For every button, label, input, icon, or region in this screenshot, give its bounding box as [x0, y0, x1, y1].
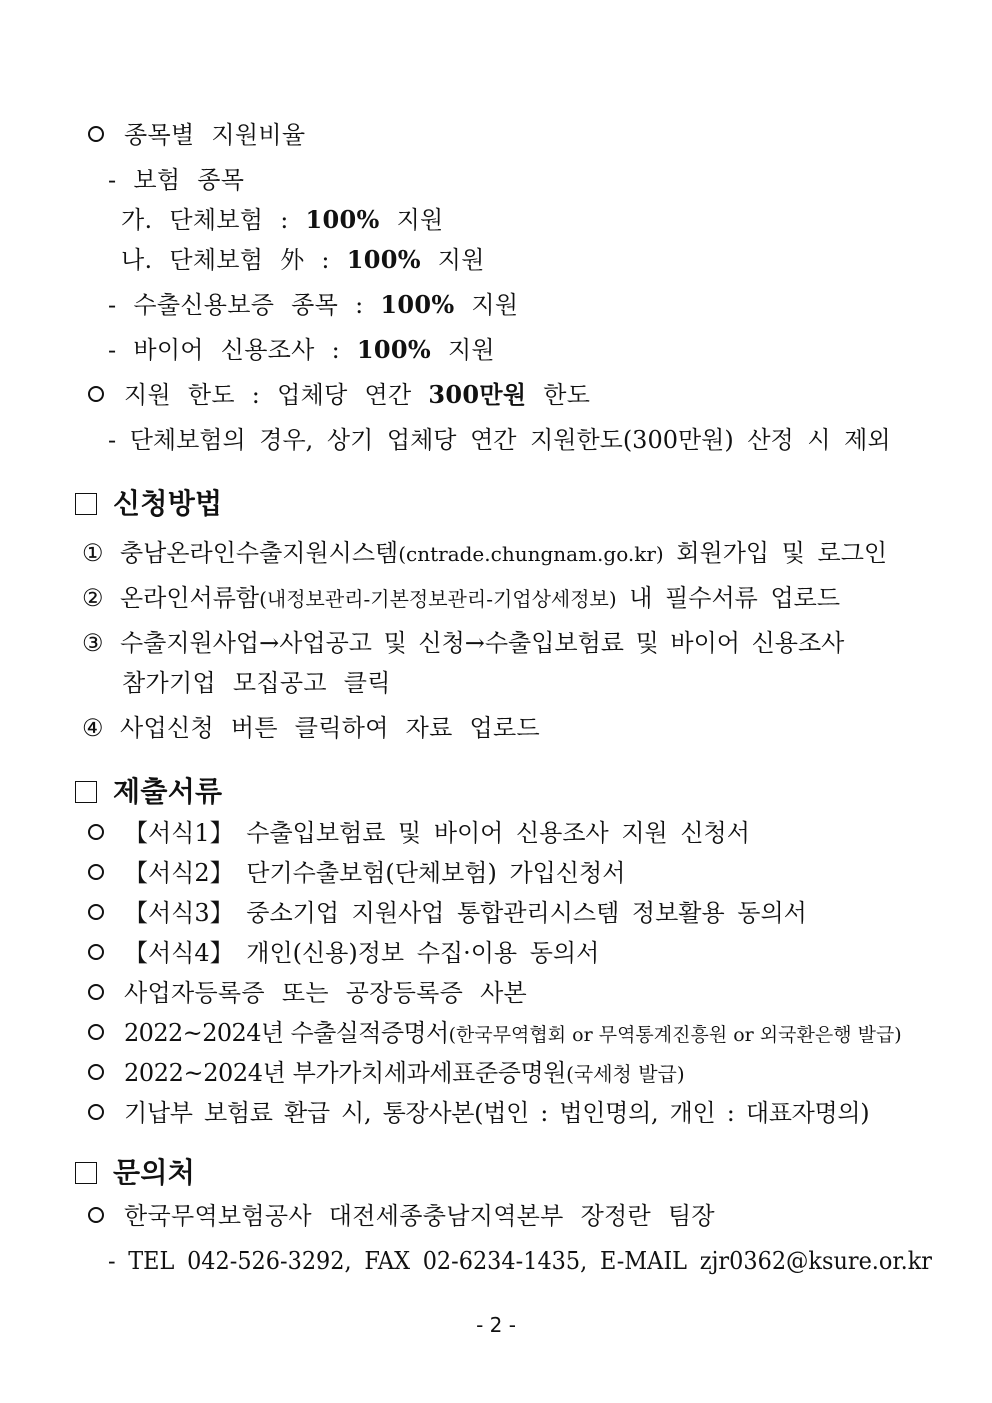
doc-item-3: 【서식3】 중소기업 지원사업 통합관리시스템 정보활용 동의서 — [88, 897, 807, 929]
doc-item-5: 사업자등록증 또는 공장등록증 사본 — [88, 977, 527, 1009]
insurance-title: - 보험 종목 — [108, 166, 245, 194]
limit-note: - 단체보험의 경우, 상기 업체당 연간 지원한도(300만원) 산정 시 제외 — [108, 426, 891, 454]
doc-item-6: 2022~2024년 수출실적증명서(한국무역협회 or 무역통계진흥원 or 외국환은행 발급) — [88, 1017, 902, 1051]
circle-bullet-icon — [88, 824, 104, 840]
circle-bullet-icon — [88, 1024, 104, 1040]
doc-item-4: 【서식4】 개인(신용)정보 수집·이용 동의서 — [88, 937, 599, 969]
buyer-item: - 바이어 신용조사 : 100% 지원 — [108, 335, 495, 364]
contact-heading: 문의처 — [75, 1155, 195, 1191]
apply-step-3: ③ 수출지원사업→사업공고 및 신청→수출입보험료 및 바이어 신용조사 — [82, 629, 845, 657]
circle-bullet-icon — [88, 1064, 104, 1080]
support-ratio-item: 종목별 지원비율 — [88, 119, 305, 151]
square-box-icon — [75, 781, 97, 803]
circle-bullet-icon — [88, 1104, 104, 1120]
docs-heading: 제출서류 — [75, 774, 222, 810]
doc-item-8: 기납부 보험료 환급 시, 통장사본(법인 : 법인명의, 개인 : 대표자명의) — [88, 1097, 869, 1129]
circle-bullet-icon — [88, 864, 104, 880]
square-box-icon — [75, 493, 97, 515]
circle-bullet-icon — [88, 944, 104, 960]
circle-bullet-icon — [88, 904, 104, 920]
circle-bullet-icon — [88, 1207, 104, 1223]
insurance-na: 나. 단체보험 外 : 100% 지원 — [121, 245, 485, 274]
limit-item: 지원 한도 : 업체당 연간 300만원 한도 — [88, 379, 590, 411]
apply-step-2: ② 온라인서류함(내정보관리-기본정보관리-기업상세정보) 내 필수서류 업로드 — [82, 584, 841, 612]
doc-item-2: 【서식2】 단기수출보험(단체보험) 가입신청서 — [88, 857, 625, 889]
square-box-icon — [75, 1162, 97, 1184]
circle-bullet-icon — [88, 386, 104, 402]
contact-org: 한국무역보험공사 대전세종충남지역본부 장정란 팀장 — [88, 1200, 715, 1232]
apply-step-1: ① 충남온라인수출지원시스템(cntrade.chungnam.go.kr) 회원가입 및 로그인 — [82, 539, 888, 567]
circle-bullet-icon — [88, 984, 104, 1000]
apply-heading: 신청방법 — [75, 486, 222, 522]
doc-item-7: 2022~2024년 부가가치세과세표준증명원(국세청 발급) — [88, 1057, 685, 1090]
doc-item-1: 【서식1】 수출입보험료 및 바이어 신용조사 지원 신청서 — [88, 817, 750, 849]
circle-bullet-icon — [88, 126, 104, 142]
insurance-ga: 가. 단체보험 : 100% 지원 — [121, 205, 444, 234]
apply-step-4: ④ 사업신청 버튼 클릭하여 자료 업로드 — [82, 714, 540, 742]
page-number: - 2 - — [476, 1313, 516, 1337]
apply-step-3-cont: 참가기업 모집공고 클릭 — [122, 669, 391, 697]
contact-detail: - TEL 042-526-3292, FAX 02-6234-1435, E-MAIL zjr0362@ksure.or.kr — [108, 1247, 932, 1275]
guarantee-item: - 수출신용보증 종목 : 100% 지원 — [108, 290, 519, 319]
